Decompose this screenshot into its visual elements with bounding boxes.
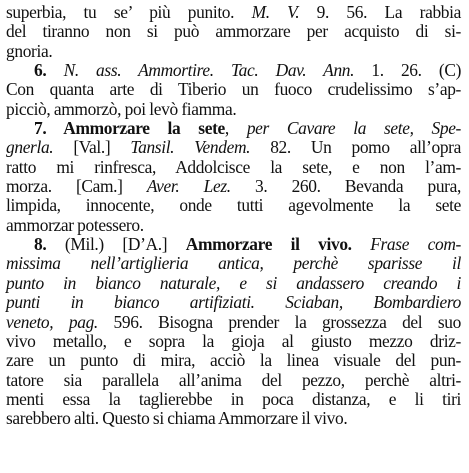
text-run: superbia, tu se’ più punito. — [6, 2, 252, 22]
text-run: limpida, innocente, onde tutti agevolmente la sete — [6, 195, 461, 216]
text-run: Aver. Lez. — [146, 176, 231, 197]
text-line — [6, 235, 461, 254]
text-line — [6, 80, 461, 99]
text-line — [6, 332, 461, 351]
text-run: Con quanta arte di Tiberio un fuoco crudelissimo s’ap- — [6, 79, 461, 100]
text-run: tatore sia parallela all’anima del pezzo, perchè altri- — [6, 369, 461, 390]
text-run: ratto mi rinfresca, Addolcisce la sete, e non l’am- — [6, 156, 461, 177]
text-line — [6, 3, 461, 22]
text-line — [6, 351, 461, 370]
text-run: 1. 26. (C) — [354, 60, 462, 81]
text-run: 3. 260. Bevanda pura, — [230, 176, 461, 197]
text-run: (Mil.) [D’A.] — [46, 234, 186, 255]
text-line — [6, 196, 461, 215]
text-run: morza. [Cam.] — [6, 176, 147, 197]
text-line — [6, 371, 461, 390]
text-run: veneto, pag. — [6, 311, 98, 332]
text-run: punti in bianco artifiziati. Sciaban, Bombardiero — [6, 292, 461, 313]
text-run: missima nell’artiglieria antica, perchè sparisse il — [6, 253, 461, 274]
text-run: menti essa la taglierebbe in poca distanza, e li tiri — [6, 388, 461, 409]
text-line — [6, 42, 461, 61]
text-line — [6, 158, 461, 177]
text-line — [6, 216, 461, 235]
text-run: 82. Un pomo all’opra — [250, 137, 461, 158]
text-run: picciò, ammorzò, poi levò fiamma. — [6, 98, 237, 119]
text-run: 7. Ammorzare la sete — [34, 118, 225, 139]
text-run — [46, 60, 63, 80]
text-run: M. V. — [251, 2, 300, 22]
text-run: 8. — [34, 234, 47, 255]
text-run: del tiranno non si può ammorzare per acquisto di si- — [6, 21, 461, 42]
text-run: , — [224, 118, 247, 139]
text-run — [352, 234, 371, 254]
text-line — [6, 254, 461, 273]
text-run: sarebbero alti. Questo si chiama Ammorzare il vivo. — [6, 408, 348, 429]
text-line — [6, 22, 461, 41]
text-run: gnerla. — [6, 137, 54, 158]
text-line — [6, 119, 461, 138]
text-line — [6, 293, 461, 312]
text-run: N. ass. Ammortire. Tac. Dav. Ann. — [63, 60, 355, 81]
text-run: gnoria. — [6, 40, 53, 61]
text-line — [6, 390, 461, 409]
text-line — [6, 138, 461, 157]
text-run: 596. Bisogna prender la grossezza del suo — [97, 311, 461, 332]
text-line — [6, 61, 461, 80]
text-run: ammorzar potessero. — [6, 214, 144, 235]
text-run: per Cavare la sete, Spe- — [246, 118, 462, 139]
text-run: punto in bianco naturale, e si andassero creando i — [6, 272, 461, 293]
text-run: 6. — [34, 60, 47, 81]
text-line — [6, 409, 461, 428]
text-run: Tansil. Vendem. — [130, 137, 251, 158]
text-run: 9. 56. La rabbia — [299, 2, 461, 22]
text-run: Ammorzare il vivo. — [185, 234, 352, 255]
text-line — [6, 274, 461, 293]
text-run: vivo metallo, e sopra la gioja al giusto mezzo driz- — [6, 330, 461, 351]
text-run: zare un punto di mira, acciò la linea visuale del pun- — [6, 350, 461, 371]
text-run: Frase com- — [370, 234, 461, 255]
text-line — [6, 313, 461, 332]
text-line — [6, 177, 461, 196]
text-line — [6, 100, 461, 119]
text-run: [Val.] — [53, 137, 131, 158]
